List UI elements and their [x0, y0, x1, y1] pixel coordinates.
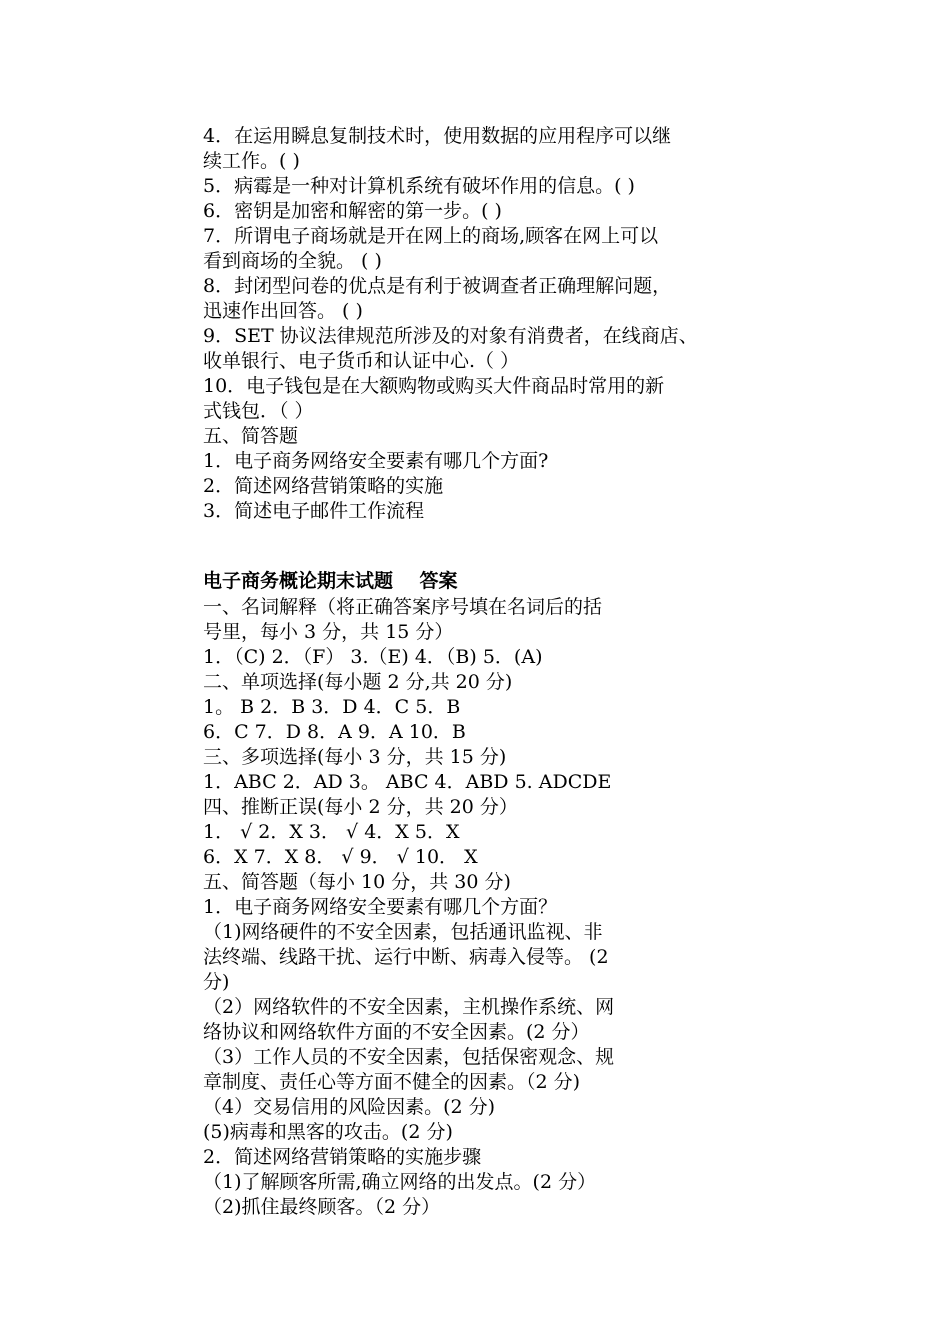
answer-line: 2．简述网络营销策略的实施步骤 — [203, 1146, 482, 1168]
answer-line: 法终端、线路干扰、运行中断、病毒入侵等。 (2 — [203, 946, 609, 968]
answer-line: 1．ABC 2．AD 3。 ABC 4．ABD 5. ADCDE — [203, 771, 612, 793]
question-line: 3．简述电子邮件工作流程 — [203, 500, 425, 522]
answer-line: （1)了解顾客所需,确立网络的出发点。(2 分） — [203, 1171, 597, 1193]
answer-line: 章制度、责任心等方面不健全的因素。（2 分) — [203, 1071, 581, 1093]
question-line: 9．SET 协议法律规范所涉及的对象有消费者，在线商店、 — [203, 325, 698, 347]
answer-line: 6．X 7．X 8． √ 9． √ 10． X — [203, 846, 478, 868]
answer-line: 1． √ 2．X 3． √ 4．X 5．X — [203, 821, 460, 843]
question-line: 续工作。( ) — [203, 150, 300, 172]
question-line: 看到商场的全貌。 ( ) — [203, 250, 382, 272]
question-line: 4．在运用瞬息复制技术时，使用数据的应用程序可以继 — [203, 125, 672, 147]
answer-line: 1。 B 2．B 3．D 4．C 5．B — [203, 696, 461, 718]
answer-line: 络协议和网络软件方面的不安全因素。(2 分） — [203, 1021, 590, 1043]
answer-line: 二、单项选择(每小题 2 分,共 20 分) — [203, 671, 513, 693]
answer-line: （3）工作人员的不安全因素，包括保密观念、规 — [203, 1046, 615, 1068]
answer-line: （4）交易信用的风险因素。(2 分) — [203, 1096, 496, 1118]
answer-line: （2)抓住最终顾客。（2 分） — [203, 1196, 441, 1218]
question-line: 1．电子商务网络安全要素有哪几个方面? — [203, 450, 549, 472]
answer-line: 分) — [203, 971, 230, 993]
question-line: 收单银行、电子货币和认证中心.（ ） — [203, 350, 520, 372]
question-line: 迅速作出回答。 ( ) — [203, 300, 363, 322]
answer-line: 号里，每小 3 分，共 15 分） — [203, 621, 454, 643]
question-line: 8．封闭型问卷的优点是有利于被调查者正确理解问题， — [203, 275, 672, 297]
answer-line: 6．C 7．D 8．A 9．A 10．B — [203, 721, 466, 743]
answer-line: 一、名词解释（将正确答案序号填在名词后的括 — [203, 596, 603, 618]
answer-line: （1)网络硬件的不安全因素，包括通讯监视、非 — [203, 921, 603, 943]
answer-line: 1．（C) 2．（F） 3.（E) 4．（B) 5．(A) — [203, 646, 543, 668]
question-line: 5．病霉是一种对计算机系统有破坏作用的信息。( ) — [203, 175, 635, 197]
answer-line: 1．电子商务网络安全要素有哪几个方面？ — [203, 896, 558, 918]
question-line: 2．简述网络营销策略的实施 — [203, 475, 444, 497]
answers-section — [203, 567, 614, 1220]
answers-title: 电子商务概论期末试题 答案 — [203, 570, 458, 592]
answer-line: 四、推断正误(每小 2 分，共 20 分） — [203, 796, 518, 818]
answer-line: (5)病毒和黑客的攻击。(2 分) — [203, 1121, 453, 1143]
section-heading: 五、简答题 — [203, 425, 299, 447]
answer-line: 三、多项选择(每小 3 分，共 15 分) — [203, 746, 507, 768]
question-line: 10．电子钱包是在大额购物或购买大件商品时常用的新 — [203, 375, 665, 397]
question-line: 6．密钥是加密和解密的第一步。( ) — [203, 200, 502, 222]
question-line: 7．所谓电子商场就是开在网上的商场,顾客在网上可以 — [203, 225, 659, 247]
answer-line: 五、简答题（每小 10 分，共 30 分) — [203, 871, 511, 893]
answer-line: （2）网络软件的不安全因素，主机操作系统、网 — [203, 996, 615, 1018]
questions-section — [203, 124, 698, 524]
question-line: 式钱包．（ ） — [203, 400, 314, 422]
